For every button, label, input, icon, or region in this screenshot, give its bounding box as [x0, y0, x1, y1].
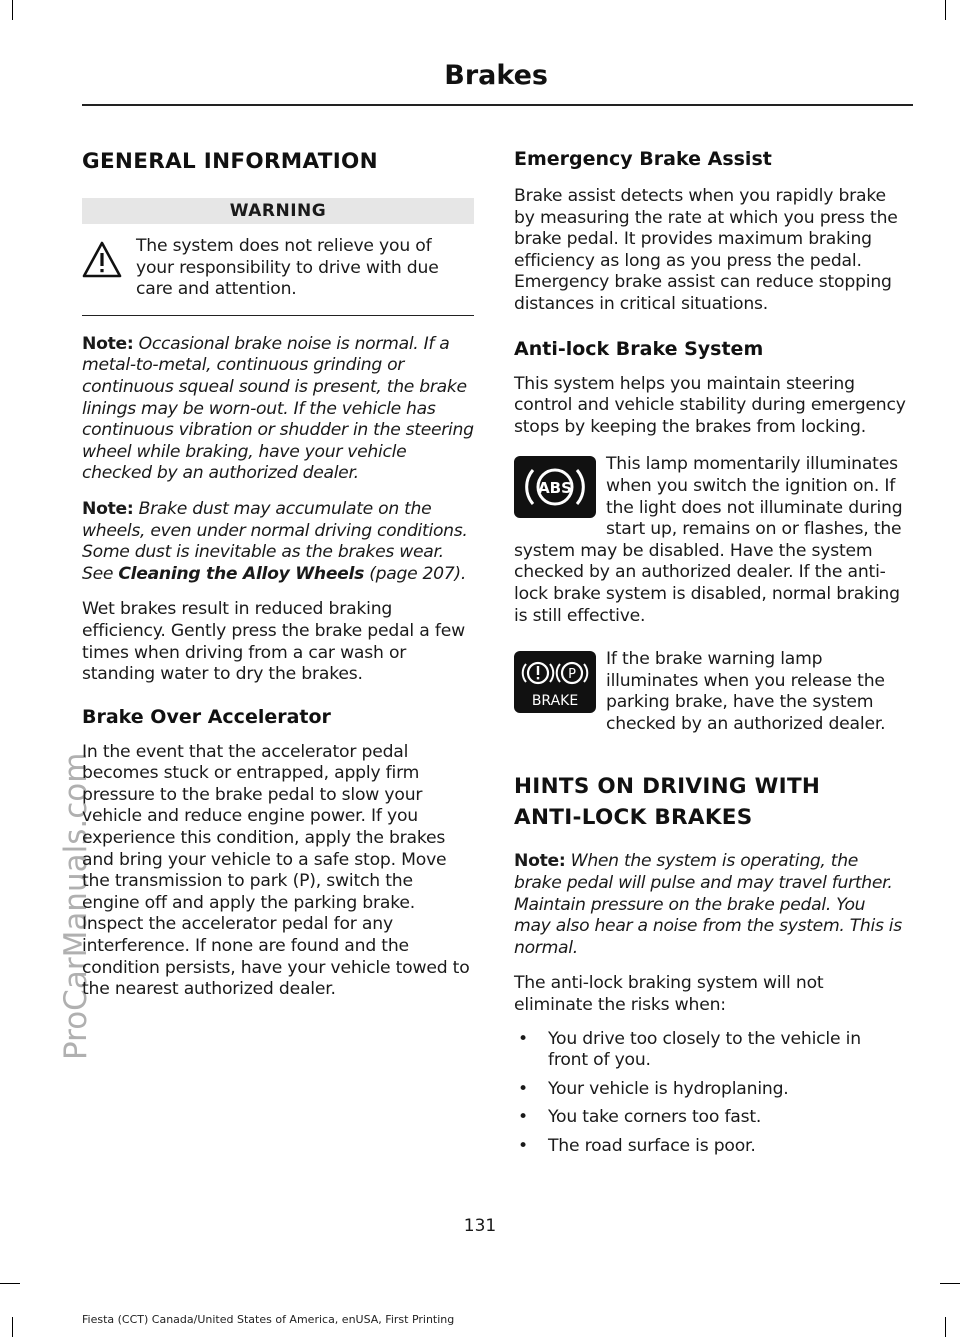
warning-divider — [82, 315, 474, 316]
crop-mark — [945, 1317, 946, 1337]
brake-over-accelerator-paragraph: In the event that the accelerator pedal becomes stuck or entrapped, apply firm pressure to the brake pedal to slow your vehicle and reduce engine power. If you experience this condition, apply the brakes and bring your vehicle to a safe stop. Move the transmission to park (P), switch the engine off and apply the parking brake. Inspect the accelerator pedal for any interference. If none are found and the condition persists, have your vehicle towed to the nearest authorized dealer. — [82, 741, 470, 1000]
brake-icon — [514, 651, 596, 713]
brake-lamp-paragraph: If the brake warning lamp illuminates when you release the parking brake, have the system checked by an authorized dealer. — [606, 649, 886, 734]
crop-mark — [12, 0, 13, 20]
risks-intro-paragraph: The anti-lock braking system will not eliminate the risks when: — [514, 973, 824, 1016]
left-column — [82, 130, 474, 1001]
anti-lock-brake-system-heading: Anti-lock Brake System — [514, 337, 764, 360]
brake-over-accelerator-heading: Brake Over Accelerator — [82, 705, 331, 728]
abs-icon — [514, 456, 596, 518]
page-title: Brakes — [444, 60, 548, 91]
crop-mark — [945, 0, 946, 20]
brake-lamp-label: BRAKE — [531, 693, 579, 710]
note-text: Brake dust may accumulate on the wheels, even under normal driving conditions. Some dust is inevitable as the brakes wear. See — [82, 498, 468, 584]
note-label: Note: — [514, 851, 566, 872]
note-label: Note: — [82, 333, 134, 354]
brake-warning-lamp-icon — [514, 651, 596, 713]
crop-mark — [940, 1283, 960, 1284]
emergency-brake-assist-heading: Emergency Brake Assist — [514, 148, 772, 170]
hints-heading-line-2: ANTI-LOCK BRAKES — [514, 805, 753, 831]
abs-lamp-paragraph: This lamp momentarily illuminates when you switch the ignition on. If the light does not illuminate during start up, remains on or flashes, the system may be disabled. Have the system checked by an authorized dealer. If the anti-lock brake system is disabled, normal braking is still effective. — [514, 454, 903, 626]
page-reference: (page 207). — [369, 563, 467, 584]
crop-mark — [0, 1283, 20, 1284]
page-number: 131 — [463, 1216, 497, 1236]
note-system-operating — [514, 851, 906, 959]
note-brake-dust — [82, 499, 474, 585]
watermark: ProCarManuals.com — [58, 752, 94, 1060]
note-text: Occasional brake noise is normal. If a metal-to-metal, continuous grinding or continuous squeal sound is present, the brake linings may be worn-out. If the vehicle has continuous vibration or shudder in the steering wheel while braking, have your vehicle checked by an authorized dealer. — [82, 333, 474, 484]
note-brake-noise — [82, 334, 474, 485]
risks-list — [514, 1029, 906, 1158]
hints-heading-line-1: HINTS ON DRIVING WITH — [514, 774, 821, 800]
list-item: • Your vehicle is hydroplaning. — [514, 1079, 906, 1101]
list-item: • The road surface is poor. — [514, 1136, 906, 1158]
warning-text: The system does not relieve you of your responsibility to drive with due care and attention. — [136, 236, 439, 300]
header-divider — [82, 104, 913, 106]
hints-heading — [514, 771, 906, 833]
warning-box — [82, 236, 474, 301]
emergency-brake-assist-paragraph: Brake assist detects when you rapidly brake by measuring the rate at which you press the brake pedal. It provides maximum braking efficiency as long as you press the pedal. Emergency brake assist can reduce stopping distances in critical situations. — [514, 186, 898, 314]
note-label: Note: — [82, 498, 134, 519]
brake-lamp-section — [514, 649, 906, 735]
warning-header: WARNING — [82, 198, 474, 224]
warning-triangle-icon — [82, 240, 122, 280]
right-column — [514, 130, 906, 1158]
abs-lamp-section — [514, 454, 906, 627]
abs-warning-lamp-icon — [514, 456, 596, 518]
wet-brakes-paragraph: Wet brakes result in reduced braking efficiency. Gently press the brake pedal a few times when driving from a car wash or standing water to dry the brakes. — [82, 599, 465, 685]
svg-text:P: P — [568, 667, 576, 683]
footer-text: Fiesta (CCT) Canada/United States of America, enUSA, First Printing — [82, 1313, 455, 1326]
note-text: When the system is operating, the brake pedal will pulse and may travel further. Maintain pressure on the brake pedal. You may also hear a noise from the system. This is normal. — [514, 851, 902, 958]
anti-lock-brake-system-paragraph: This system helps you maintain steering control and vehicle stability during emergency stops by keeping the brakes from locking. — [514, 373, 906, 437]
abs-lamp-label: ABS — [538, 479, 572, 498]
list-item: • You drive too closely to the vehicle in front of you. — [514, 1029, 906, 1072]
general-information-heading: GENERAL INFORMATION — [82, 149, 378, 174]
cross-reference-link[interactable]: Cleaning the Alloy Wheels — [118, 563, 365, 584]
crop-mark — [12, 1317, 13, 1337]
list-item: • You take corners too fast. — [514, 1107, 906, 1129]
